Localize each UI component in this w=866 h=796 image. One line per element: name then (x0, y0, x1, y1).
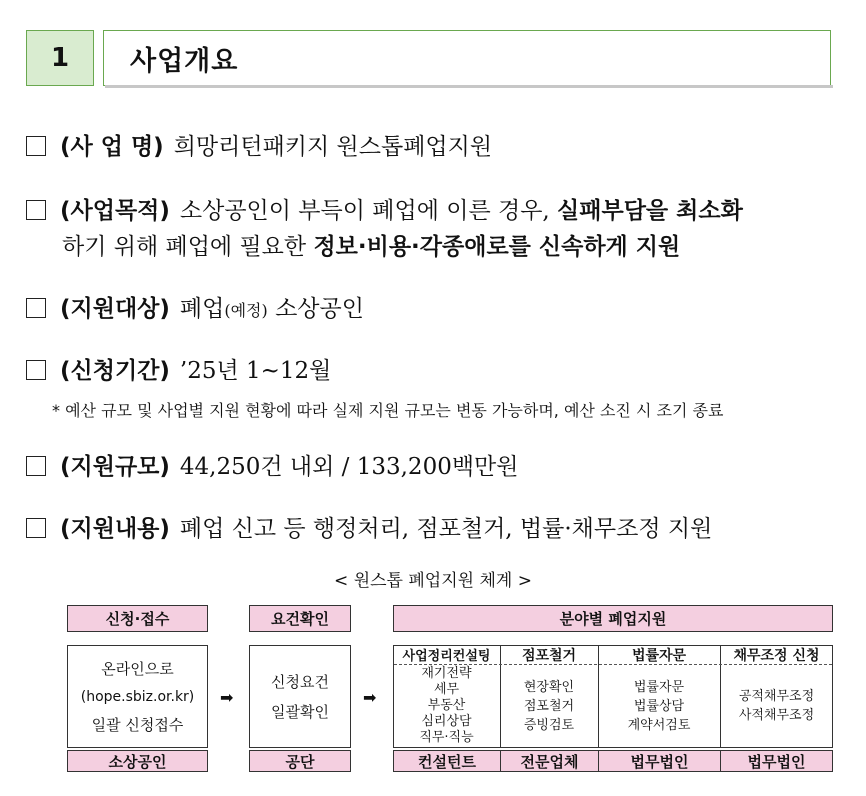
step2-footer: 공단 (249, 750, 351, 772)
footnote: * 예산 규모 및 사업별 지원 현황에 따라 실제 지원 규모는 변동 가능하며, 예산 소진 시 조기 종료 (52, 401, 724, 420)
item-value: 소상공인 (275, 296, 364, 322)
item-label: (신청기간) (60, 358, 170, 384)
item-target (26, 292, 364, 328)
checkbox-icon (26, 298, 46, 318)
item-purpose (26, 194, 743, 228)
column-item: 법률상담 (633, 698, 685, 714)
item-label: (지원규모) (60, 454, 170, 480)
item-label: (지원내용) (60, 516, 170, 542)
column-footer-demolition: 전문업체 (500, 750, 599, 772)
item-content (26, 512, 712, 546)
checkbox-icon (26, 456, 46, 476)
item-label: (지원대상) (60, 296, 170, 322)
item-value: 소상공인이 부득이 폐업에 이른 경우, (179, 198, 550, 224)
checkbox-icon (26, 136, 46, 156)
column-items-debt (720, 664, 833, 748)
checkbox-icon (26, 360, 46, 380)
item-value: 폐업 신고 등 행정처리, 점포철거, 법률·채무조정 지원 (179, 516, 713, 542)
arrow-right-icon: ➡ (363, 688, 377, 707)
item-label: (사 업 명) (60, 134, 164, 160)
item-business-name (26, 130, 492, 164)
column-item: 사적채무조정 (738, 708, 815, 723)
column-item: 재기전략 (421, 666, 472, 681)
step3-header: 분야별 폐업지원 (393, 605, 833, 632)
title-shadow (105, 85, 833, 88)
item-value: 하기 위해 폐업에 필요한 (62, 234, 307, 260)
item-value: 44,250건 내외 / 133,200백만원 (179, 454, 519, 480)
step1-footer: 소상공인 (67, 750, 208, 772)
item-scale (26, 450, 519, 484)
column-item: 직무·직능 (419, 730, 474, 745)
step2-line: 신청요건 (271, 672, 329, 691)
step2-header: 요건확인 (249, 605, 351, 632)
item-period (26, 354, 331, 388)
checkbox-icon (26, 200, 46, 220)
column-item: 법률자문 (633, 679, 685, 695)
column-footer-consulting: 컨설턴트 (393, 750, 501, 772)
item-value: 폐업 (179, 296, 225, 322)
column-items-consulting (393, 664, 500, 748)
column-item: 부동산 (427, 698, 466, 713)
item-value-small: (예정) (224, 301, 268, 320)
step2-body (249, 645, 351, 748)
column-item: 세무 (433, 682, 460, 697)
column-item: 현장확인 (523, 679, 575, 695)
column-item: 증빙검토 (523, 717, 575, 733)
step1-header: 신청·접수 (67, 605, 208, 632)
item-value-bold: 실패부담을 최소화 (557, 198, 743, 224)
column-title-consulting: 사업정리컨설팅 (402, 649, 491, 664)
section-title: 사업개요 (103, 30, 831, 86)
item-purpose-line2 (62, 230, 680, 264)
column-items-legal (598, 664, 720, 748)
column-footer-debt: 법무법인 (720, 750, 833, 772)
diagram-title: < 원스톱 폐업지원 체계 > (334, 571, 532, 591)
item-value-bold: 정보·비용·각종애로를 신속하게 지원 (313, 234, 681, 260)
item-value: 희망리턴패키지 원스톱폐업지원 (173, 134, 493, 160)
column-items-demolition (500, 664, 598, 748)
column-item: 심리상담 (421, 714, 472, 729)
section-number: 1 (26, 30, 94, 86)
column-title-debt: 채무조정 신청 (733, 647, 820, 664)
column-item: 계약서검토 (627, 717, 691, 733)
column-title-legal: 법률자문 (631, 647, 687, 664)
arrow-right-icon: ➡ (220, 688, 234, 707)
step1-line: 일괄 신청접수 (91, 715, 184, 734)
step1-body (67, 645, 208, 748)
step1-line: 온라인으로 (101, 659, 174, 678)
item-value: ’25년 1~12월 (179, 358, 332, 384)
column-footer-legal: 법무법인 (598, 750, 721, 772)
step1-line: (hope.sbiz.or.kr) (80, 688, 195, 705)
column-title-demolition: 점포철거 (521, 647, 577, 664)
column-item: 공적채무조정 (738, 689, 815, 704)
step2-line: 일괄확인 (271, 702, 329, 721)
column-item: 점포철거 (523, 698, 575, 714)
item-label: (사업목적) (60, 198, 170, 224)
checkbox-icon (26, 518, 46, 538)
